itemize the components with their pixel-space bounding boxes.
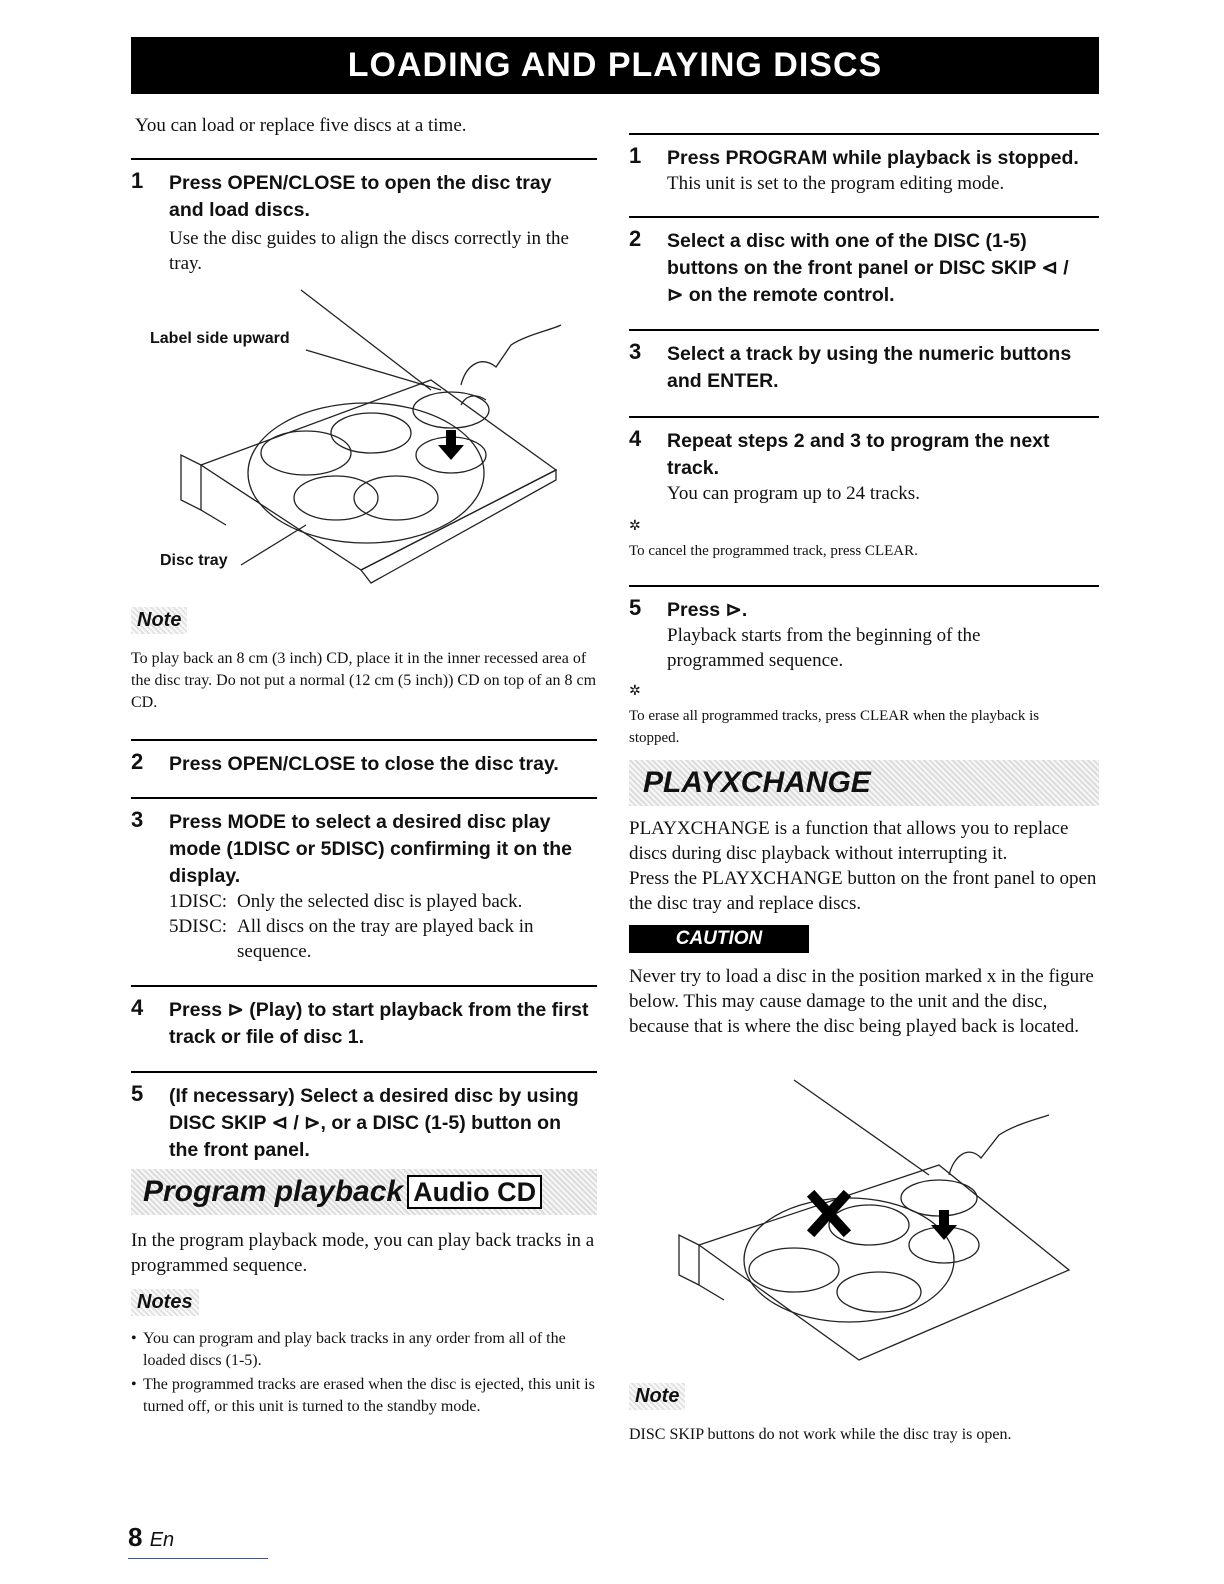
step-heading: Press ⊳. xyxy=(667,599,748,621)
program-notes-list xyxy=(131,1328,597,1420)
mode-5disc-text: All discs on the tray are played back in sequence. xyxy=(237,916,534,962)
disc-tray-label: Disc tray xyxy=(160,552,228,569)
step-5-select xyxy=(131,1071,597,1168)
tip-icon: ✲ xyxy=(629,684,641,699)
notes-heading-wrap xyxy=(131,1289,199,1316)
note-1-text: To play back an 8 cm (3 inch) CD, place it in the inner recessed area of the disc tray. Do not put a normal (12 cm (5 inch)) CD on top of an 8 cm CD. xyxy=(131,650,597,711)
step-number: 1 xyxy=(629,143,642,168)
step-heading: Press MODE to select a desired disc play mode (1DISC or 5DISC) confirming it on the display. xyxy=(169,811,573,887)
note-heading: Note xyxy=(131,607,187,634)
list-item: • The programmed tracks are erased when the disc is ejected, this unit is turned off, or this unit is turned to the standby mode. xyxy=(131,1374,597,1418)
note-1 xyxy=(131,607,187,634)
page-banner: LOADING AND PLAYING DISCS xyxy=(131,37,1099,94)
disc-tray-figure xyxy=(131,285,597,585)
step-heading: Press OPEN/CLOSE to open the disc tray and load discs. xyxy=(169,172,552,221)
step-heading: (If necessary) Select a desired disc by using DISC SKIP ⊲ / ⊳, or a DISC (1-5) button on the front panel. xyxy=(169,1085,579,1161)
step-body: Playback starts from the beginning of the programmed sequence. xyxy=(667,625,981,671)
rstep-2-disc xyxy=(629,216,1099,323)
disc-tray-illustration xyxy=(131,285,597,585)
step-number: 4 xyxy=(131,995,144,1020)
mode-1disc-label: 1DISC: xyxy=(169,891,228,912)
rstep-4-repeat xyxy=(629,416,1099,578)
step-heading: Press OPEN/CLOSE to close the disc tray. xyxy=(169,753,559,775)
tip-text: To erase all programmed tracks, press CLEAR when the playback is stopped. xyxy=(629,708,1040,746)
rstep-5-press-play xyxy=(629,585,1099,752)
caution-text: Never try to load a disc in the position marked x in the figure below. This may cause damage to the unit and the disc, because that is where the disc being played back is located. xyxy=(629,966,1094,1037)
rstep-3-track xyxy=(629,329,1099,411)
tip-text: To cancel the programmed track, press CLEAR. xyxy=(629,543,918,559)
mode-list xyxy=(169,889,597,964)
audio-cd-badge: Audio CD xyxy=(407,1175,542,1209)
tip-icon: ✲ xyxy=(629,519,641,534)
playxchange-paragraph-1: PLAYXCHANGE is a function that allows you to replace discs during disc playback without interrupting it. xyxy=(629,818,1069,864)
program-playback-title: Program playback xyxy=(143,1175,404,1208)
step-2-close xyxy=(131,739,597,791)
step-number: 4 xyxy=(629,426,642,451)
intro-text: You can load or replace five discs at a time. xyxy=(135,115,467,136)
rstep-1-program xyxy=(629,133,1099,210)
step-number: 3 xyxy=(131,807,144,832)
step-number: 1 xyxy=(131,168,144,193)
playxchange-paragraph-2: Press the PLAYXCHANGE button on the front panel to open the disc tray and replace discs. xyxy=(629,868,1097,914)
step-4-play xyxy=(131,985,597,1067)
note-2 xyxy=(629,1383,685,1410)
page-number-value: 8 xyxy=(128,1522,143,1552)
page-language: En xyxy=(149,1529,175,1551)
step-body: You can program up to 24 tracks. xyxy=(667,483,920,504)
playxchange-illustration xyxy=(629,1070,1099,1370)
step-3-mode xyxy=(131,797,597,979)
notes-heading: Notes xyxy=(131,1289,199,1316)
caution-label: CAUTION xyxy=(629,925,809,953)
step-number: 2 xyxy=(629,226,642,251)
step-heading: Select a track by using the numeric buttons and ENTER. xyxy=(667,343,1072,392)
step-heading: Repeat steps 2 and 3 to program the next track. xyxy=(667,430,1050,479)
mode-1disc-text: Only the selected disc is played back. xyxy=(237,891,523,912)
footer-divider xyxy=(128,1558,268,1559)
step-heading: Press ⊳ (Play) to start playback from the first track or file of disc 1. xyxy=(169,999,589,1048)
program-playback-heading xyxy=(131,1169,597,1215)
list-item: • You can program and play back tracks in any order from all of the loaded discs (1-5). xyxy=(131,1328,597,1372)
step-number: 5 xyxy=(629,595,642,620)
playxchange-heading xyxy=(629,760,1099,806)
page-number xyxy=(128,1522,174,1553)
step-body: Use the disc guides to align the discs correctly in the tray. xyxy=(169,228,569,274)
step-number: 3 xyxy=(629,339,642,364)
playxchange-title: PLAYXCHANGE xyxy=(643,766,871,799)
step-1-load xyxy=(131,158,597,280)
note-2-text: DISC SKIP buttons do not work while the disc tray is open. xyxy=(629,1426,1012,1443)
step-heading: Press PROGRAM while playback is stopped. xyxy=(667,147,1079,169)
note-heading: Note xyxy=(629,1383,685,1410)
label-side-upward: Label side upward xyxy=(150,330,290,347)
step-number: 5 xyxy=(131,1081,144,1106)
program-intro: In the program playback mode, you can play back tracks in a programmed sequence. xyxy=(131,1230,595,1276)
step-number: 2 xyxy=(131,749,144,774)
step-body: This unit is set to the program editing mode. xyxy=(667,173,1005,194)
mode-5disc-label: 5DISC: xyxy=(169,916,228,937)
step-heading: Select a disc with one of the DISC (1-5) buttons on the front panel or DISC SKIP ⊲ / ⊳ on the remote control. xyxy=(667,230,1069,306)
